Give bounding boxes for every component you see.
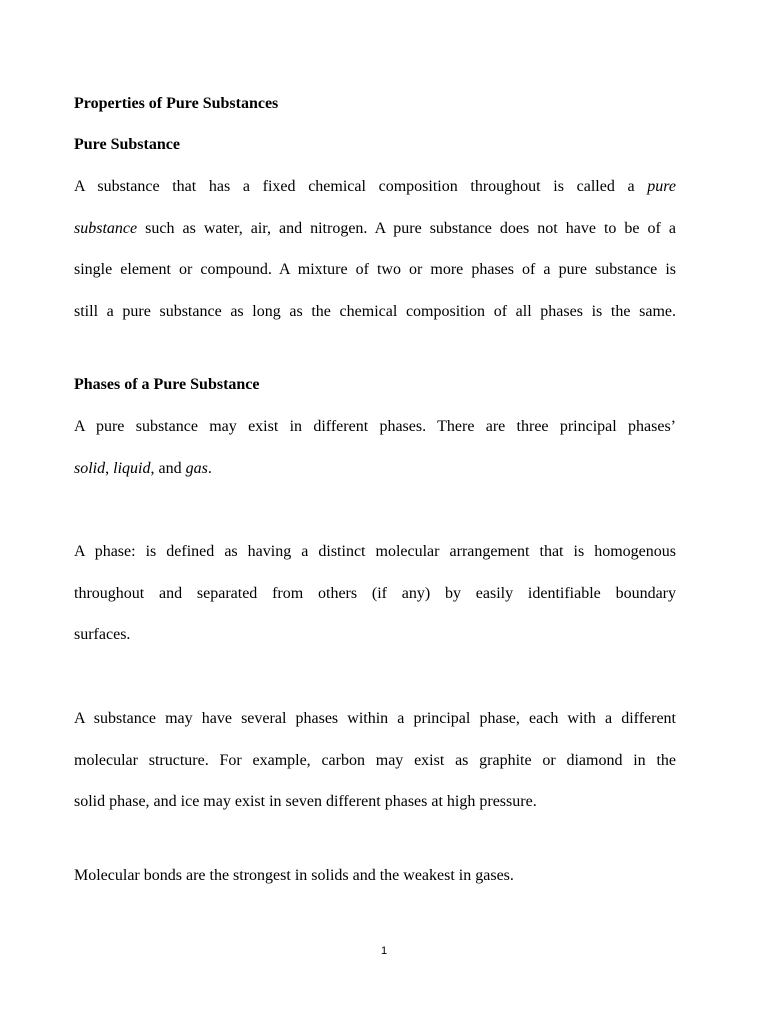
heading-phases: Phases of a Pure Substance xyxy=(74,376,260,393)
emphasis-substance: substance xyxy=(74,219,138,237)
paragraph-line: A substance may have several phases within a principal phase, each with a different xyxy=(74,710,676,727)
text-run: A substance that has a fixed chemical composition throughout is called a xyxy=(74,178,648,195)
emphasis-pure: pure xyxy=(647,178,676,195)
paragraph-line: single element or compound. A mixture of two or more phases of a pure substance is xyxy=(74,261,676,279)
text-run: , and xyxy=(150,459,186,477)
paragraph-line: still a pure substance as long as the chemical composition of all phases is the same. xyxy=(74,302,676,320)
paragraph-line: throughout and separated from others (if any) by easily identifiable boundary xyxy=(74,584,676,602)
paragraph-phase-definition xyxy=(74,531,676,656)
text-run: . xyxy=(207,459,212,477)
paragraph-line: A phase: is defined as having a distinct molecular arrangement that is homogenous xyxy=(74,543,676,560)
paragraph-line xyxy=(74,448,676,490)
paragraph-line: solid phase, and ice may exist in seven different phases at high pressure. xyxy=(74,793,537,811)
paragraph-pure-substance-definition xyxy=(74,166,676,332)
page-number: 1 xyxy=(380,945,388,957)
paragraph-line: A pure substance may exist in different phases. There are three principal phases’ xyxy=(74,418,676,435)
paragraph-line: Molecular bonds are the strongest in solids and the weakest in gases. xyxy=(74,867,514,884)
paragraph-molecular-bonds xyxy=(74,855,676,897)
document-title: Properties of Pure Substances xyxy=(74,95,279,112)
text-run: such as water, air, and nitrogen. A pure substance does not have to be of a xyxy=(137,219,676,237)
heading-pure-substance: Pure Substance xyxy=(74,136,180,153)
paragraph-line xyxy=(74,166,676,208)
paragraph-line: surfaces. xyxy=(74,626,131,644)
text-run: , xyxy=(105,459,114,477)
emphasis-solid: solid xyxy=(74,459,106,477)
paragraph-line: molecular structure. For example, carbon may exist as graphite or diamond in the xyxy=(74,751,676,769)
paragraph-line xyxy=(74,208,676,250)
emphasis-gas: gas xyxy=(185,459,208,477)
paragraph-phases-intro xyxy=(74,406,676,489)
emphasis-liquid: liquid xyxy=(113,459,151,477)
paragraph-several-phases xyxy=(74,698,676,823)
